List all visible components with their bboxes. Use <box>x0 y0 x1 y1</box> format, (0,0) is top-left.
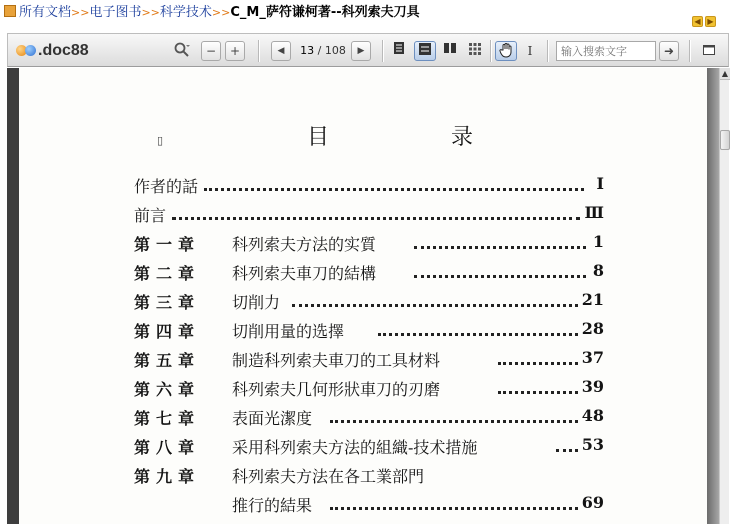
toc-leader-dots <box>204 179 584 191</box>
toc-row <box>134 464 604 488</box>
toc-entry-title: 表面光潔度 <box>232 409 313 428</box>
toc-leader-dots <box>330 498 578 510</box>
toc-leader-dots <box>498 353 578 365</box>
toc-row <box>134 290 604 314</box>
toc-entry-title: 推行的結果 <box>232 496 313 515</box>
toolbar-divider <box>382 40 383 62</box>
current-page-number[interactable]: 13 <box>300 44 315 57</box>
toc-leader-dots <box>556 440 578 452</box>
two-page-view-icon[interactable] <box>441 41 459 61</box>
toc-entry-title: 切削力 <box>232 293 281 312</box>
toc-page-number: Ⅰ <box>596 174 604 193</box>
toc-entry-title: 切削用量的选擇 <box>232 322 345 341</box>
viewer-toolbar <box>7 33 729 67</box>
single-page-view-icon[interactable] <box>390 41 408 61</box>
toc-heading: 目 录 <box>307 125 524 150</box>
breadcrumb-science-tech[interactable]: 科学技术 <box>159 5 212 20</box>
toc-entry-title: 科列索夫方法在各工業部門 <box>232 467 425 486</box>
prev-doc-arrow-icon[interactable]: ◀ <box>692 16 703 27</box>
toc-entry-title: 制造科列索夫車刀的工具材料 <box>232 351 441 370</box>
next-page-button[interactable]: ▶ <box>351 41 371 61</box>
toc-row <box>134 261 604 285</box>
toc-entry-title: 科列索夫方法的实質 <box>232 235 377 254</box>
breadcrumb-current-doc: C_M_萨符谦柯著--科列索夫刀具 <box>230 5 420 20</box>
toc-chapter-label: 第五章 <box>134 351 201 370</box>
toc-leader-dots <box>172 208 580 220</box>
toc-row <box>134 319 604 343</box>
toc-page-number: 28 <box>581 319 604 338</box>
zoom-out-button[interactable]: − <box>201 41 221 61</box>
toc-page-number: 8 <box>592 261 604 280</box>
page-gutter-right <box>707 68 719 524</box>
toc-row <box>134 406 604 430</box>
toc-leader-dots <box>330 411 578 423</box>
toc-page-number: 1 <box>592 232 604 251</box>
toc-row <box>134 377 604 401</box>
fullscreen-icon[interactable] <box>700 41 718 61</box>
toolbar-divider <box>547 40 548 62</box>
toolbar-divider <box>689 40 690 62</box>
thumbnail-grid-icon[interactable] <box>466 41 484 61</box>
toc-page-number: 39 <box>581 377 604 396</box>
toc-page-number: 37 <box>581 348 604 367</box>
prev-page-button[interactable]: ◀ <box>271 41 291 61</box>
zoom-magnifier-icon[interactable] <box>171 41 193 61</box>
toc-leader-dots <box>498 382 578 394</box>
toc-chapter-label: 第九章 <box>134 467 201 486</box>
toc-leader-dots <box>414 266 586 278</box>
toc-chapter-label: 第二章 <box>134 264 201 283</box>
page-indicator: 13 / 108 <box>300 44 346 57</box>
total-pages: 108 <box>324 44 346 57</box>
breadcrumb-ebooks[interactable]: 电子图书 <box>89 5 142 20</box>
toc-chapter-label: 第一章 <box>134 235 201 254</box>
scroll-up-arrow-icon[interactable]: ▲ <box>721 69 729 78</box>
toc-row <box>134 174 604 198</box>
scrollbar-thumb[interactable] <box>720 130 730 150</box>
text-select-tool-icon[interactable]: I <box>527 44 533 58</box>
toc-entry-title: 科列索夫車刀的結構 <box>232 264 377 283</box>
doc-nav-arrows <box>690 8 716 30</box>
breadcrumb-all-docs[interactable]: 所有文档 <box>19 5 72 20</box>
toc-chapter-label: 第三章 <box>134 293 201 312</box>
breadcrumb <box>0 0 740 30</box>
breadcrumb-separator: >> <box>141 6 160 19</box>
zoom-in-button[interactable]: + <box>225 41 245 61</box>
next-doc-arrow-icon[interactable]: ▶ <box>705 16 716 27</box>
toc-page-number: 21 <box>581 290 604 309</box>
toc-entry-title: 科列索夫几何形狀車刀的刃磨 <box>232 380 441 399</box>
toc-chapter-label: 第七章 <box>134 409 201 428</box>
toc-chapter-label: 第四章 <box>134 322 201 341</box>
toc-page-number: Ⅲ <box>584 203 604 222</box>
toc-leader-dots <box>292 295 578 307</box>
vertical-scrollbar[interactable] <box>719 68 729 524</box>
search-input[interactable] <box>556 41 656 61</box>
toc-chapter-label: 第六章 <box>134 380 201 399</box>
document-page <box>19 68 707 524</box>
toc-row <box>134 493 604 517</box>
logo-blue-circle-icon <box>25 45 36 56</box>
toc-page-number: 48 <box>581 406 604 425</box>
toc-entry-title: 前言 <box>134 206 167 225</box>
hand-tool-icon[interactable] <box>495 41 517 61</box>
toolbar-divider <box>258 40 259 62</box>
breadcrumb-separator: >> <box>71 6 90 19</box>
toc-row <box>134 435 604 459</box>
toc-row <box>134 232 604 256</box>
toc-entry-title: 采用科列索夫方法的組織-技术措施 <box>232 438 478 457</box>
toc-row <box>134 348 604 372</box>
scan-mark: ▯ <box>157 134 164 147</box>
toolbar-divider <box>490 40 491 62</box>
toc-leader-dots <box>378 324 578 336</box>
toc-entry-title: 作者的話 <box>134 177 199 196</box>
breadcrumb-separator: >> <box>211 6 231 19</box>
toc-page-number: 53 <box>581 435 604 454</box>
doc88-logo[interactable] <box>16 42 89 60</box>
page-gutter-left <box>7 68 19 524</box>
document-viewport[interactable] <box>7 68 729 524</box>
toc-page-number: 69 <box>581 493 604 512</box>
search-go-button[interactable]: ➜ <box>659 41 679 61</box>
toc-row <box>134 203 604 227</box>
continuous-view-icon[interactable] <box>414 41 436 61</box>
logo-text: .doc88 <box>38 42 89 59</box>
toc-leader-dots <box>414 237 586 249</box>
folder-icon <box>4 5 16 17</box>
toc-chapter-label: 第八章 <box>134 438 201 457</box>
